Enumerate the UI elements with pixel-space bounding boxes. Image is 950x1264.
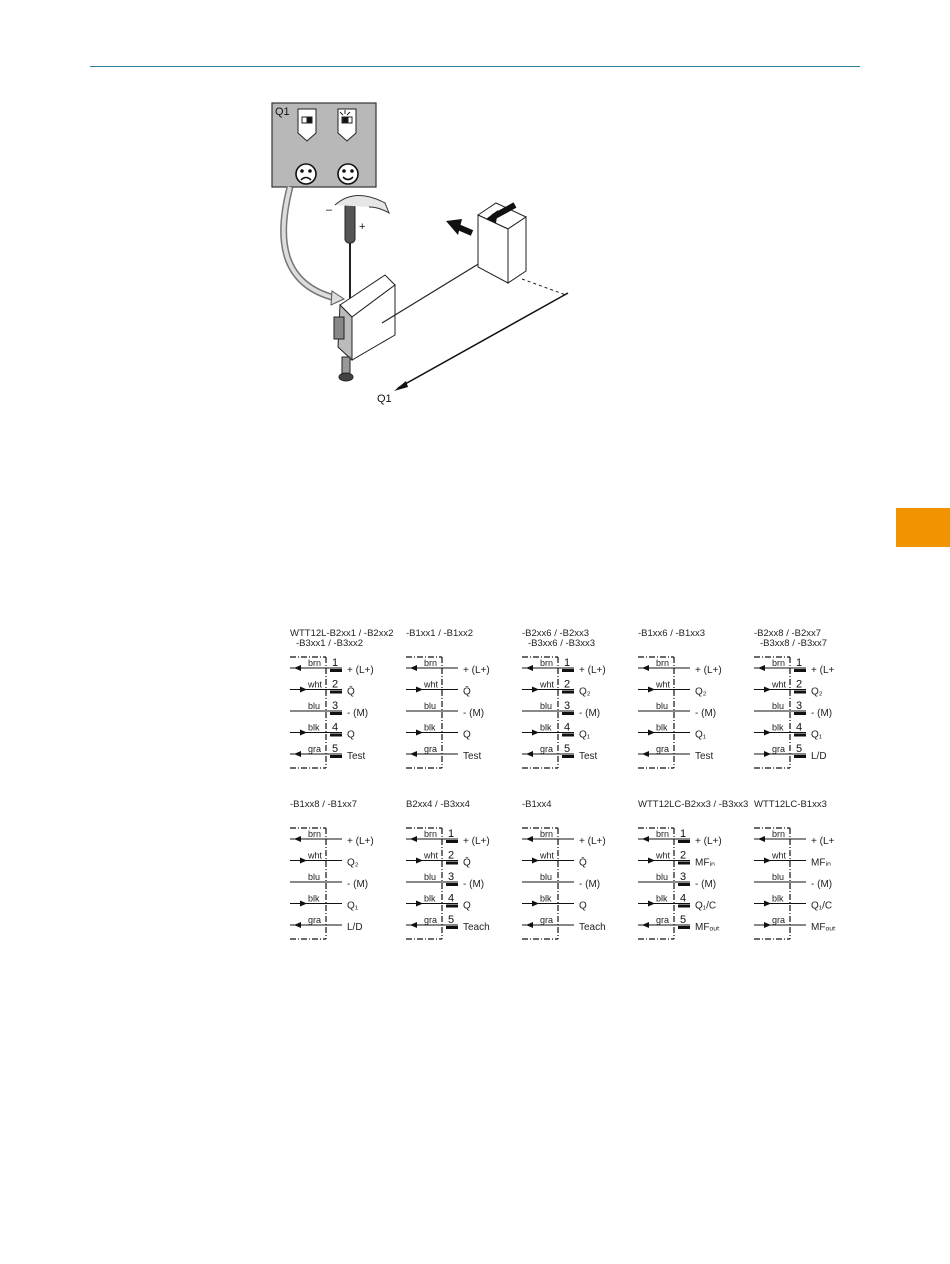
signal-label: Q₁	[347, 900, 359, 912]
pin-number: 4	[796, 721, 803, 734]
arrow-right-icon	[648, 858, 655, 864]
pin-number: 3	[332, 700, 339, 712]
wire-color-label: blk	[772, 722, 784, 733]
wire-color-label: wht	[656, 850, 671, 861]
wire-color-label: wht	[540, 679, 555, 690]
signal-label: Q	[463, 900, 471, 912]
pin-number: 1	[332, 657, 339, 669]
signal-label: + (L+	[811, 836, 835, 847]
wire-color-label: wht	[424, 850, 439, 861]
wire-color-label: brn	[424, 658, 438, 668]
signal-label: - (M)	[347, 879, 369, 890]
minus-sign: –	[326, 204, 333, 216]
wire-color-label: blk	[772, 893, 784, 904]
signal-label: MFᵢₙ	[695, 857, 715, 869]
arrow-left-icon	[526, 836, 533, 842]
arrow-right-icon	[648, 687, 655, 693]
wire-color-label: blu	[424, 701, 437, 711]
arrow-right-icon	[532, 730, 539, 736]
wire-color-label: wht	[656, 679, 671, 690]
diagram-header: WTT12LC-B2xx3 / -B3xx3	[638, 799, 749, 810]
plus-sign: +	[359, 221, 366, 233]
signal-label: - (M)	[463, 879, 485, 890]
wiring-diagram	[522, 628, 606, 768]
wire-color-label: blk	[308, 893, 320, 904]
wire-color-label: blu	[772, 701, 785, 711]
signal-label: Q̄	[463, 857, 471, 869]
signal-label: + (L+)	[463, 836, 490, 847]
arrow-right-icon	[764, 751, 771, 757]
signal-label: Q₂	[695, 686, 707, 698]
pin-number: 3	[680, 871, 687, 883]
pin-mark	[794, 669, 806, 672]
arrow-left-icon	[294, 836, 301, 842]
wire-color-label: blu	[772, 872, 785, 882]
wire-color-label: blu	[308, 701, 321, 711]
arrow-right-icon	[416, 687, 423, 693]
wire-color-label: blk	[540, 722, 552, 733]
pin-number: 1	[796, 657, 803, 669]
wire-color-label: brn	[656, 829, 670, 839]
pin-number: 4	[680, 892, 687, 905]
pin-number: 5	[332, 743, 339, 755]
arrow-right-icon	[764, 922, 771, 928]
pin-mark	[330, 734, 342, 737]
signal-label: Q₂	[579, 686, 591, 698]
pin-mark	[562, 712, 574, 715]
pin-mark	[678, 840, 690, 843]
wire-color-label: blu	[308, 872, 321, 882]
wire-color-label: brn	[308, 658, 322, 668]
signal-label: + (L+	[811, 665, 835, 676]
diagram-header: -B2xx6 / -B2xx3	[522, 628, 590, 639]
signal-label: Q₁	[695, 729, 707, 741]
arrow-right-icon	[300, 730, 307, 736]
signal-label: Teach	[579, 922, 606, 933]
wire-color-label: brn	[772, 829, 786, 839]
signal-label: - (M)	[463, 708, 485, 719]
pin-number: 5	[448, 914, 455, 926]
diagram-header: -B1xx4	[522, 799, 552, 810]
arrow-right-icon	[532, 901, 539, 907]
pin-mark	[330, 669, 342, 672]
arrow-left-icon	[642, 751, 649, 757]
arrow-right-icon	[764, 858, 771, 864]
arrow-right-icon	[416, 730, 423, 736]
diagram-header: -B1xx6 / -B1xx3	[638, 628, 706, 639]
wiring-diagram	[754, 799, 836, 939]
wire-color-label: gra	[424, 915, 438, 925]
signal-label: Q₁	[811, 729, 823, 741]
arrow-left-icon	[642, 922, 649, 928]
wiring-diagram	[522, 799, 606, 939]
wire-color-label: brn	[656, 658, 670, 668]
signal-label: - (M)	[347, 708, 369, 719]
arrow-right-icon	[648, 901, 655, 907]
signal-label: + (L+)	[579, 836, 606, 847]
pin-number: 5	[564, 743, 571, 755]
wire-color-label: gra	[424, 744, 438, 754]
wire-color-label: gra	[772, 744, 786, 754]
wire-color-label: wht	[540, 850, 555, 861]
diagram-header: B2xx4 / -B3xx4	[406, 799, 470, 810]
arrow-left-icon	[758, 836, 765, 842]
wiring-diagram	[406, 799, 490, 939]
pin-number: 5	[796, 743, 803, 755]
pin-number: 3	[448, 871, 455, 883]
wire-color-label: blk	[656, 722, 668, 733]
signal-label: Test	[695, 751, 714, 762]
arrow-left-icon	[526, 751, 533, 757]
signal-label: Q	[463, 729, 471, 741]
arrow-right-icon	[416, 858, 423, 864]
diagram-header-2: -B3xx6 / -B3xx3	[528, 638, 596, 649]
signal-label: MFᵢₙ	[811, 857, 831, 869]
pin-mark	[562, 755, 574, 758]
pin-mark	[446, 905, 458, 908]
wire-color-label: gra	[656, 915, 670, 925]
diagram-header: -B2xx8 / -B2xx7	[754, 628, 822, 639]
pin-mark	[446, 926, 458, 929]
pin-mark	[330, 691, 342, 694]
pin-number: 2	[564, 678, 571, 691]
arrow-left-icon	[410, 665, 417, 671]
signal-label: Teach	[463, 922, 490, 933]
wiring-diagram	[406, 628, 490, 768]
wire-color-label: wht	[424, 679, 439, 690]
pin-mark	[562, 734, 574, 737]
pin-number: 1	[680, 828, 687, 840]
diagram-header: WTT12LC-B1xx3	[754, 799, 827, 810]
wire-color-label: blu	[424, 872, 437, 882]
wiring-diagram	[290, 799, 374, 939]
diagram-header: WTT12L-B2xx1 / -B2xx2	[290, 628, 394, 639]
signal-label: Q₁/C	[695, 900, 717, 912]
signal-label: MFₒᵤₜ	[695, 922, 720, 933]
pin-number: 4	[564, 721, 571, 734]
signal-label: - (M)	[695, 879, 717, 890]
signal-label: Test	[579, 751, 598, 762]
arrow-right-icon	[764, 901, 771, 907]
diagram-header: -B1xx8 / -B1xx7	[290, 799, 358, 810]
arrow-left-icon	[410, 836, 417, 842]
panel-label: Q1	[275, 106, 290, 118]
arrow-left-icon	[410, 751, 417, 757]
diagram-header: -B1xx1 / -B1xx2	[406, 628, 474, 639]
wire-color-label: blk	[424, 893, 436, 904]
wire-color-label: wht	[308, 850, 323, 861]
pin-mark	[794, 755, 806, 758]
signal-label: - (M)	[579, 708, 601, 719]
wire-color-label: wht	[772, 679, 787, 690]
signal-label: Q	[579, 900, 587, 912]
wire-color-label: blk	[656, 893, 668, 904]
wire-color-label: wht	[308, 679, 323, 690]
signal-label: Q	[347, 729, 355, 741]
wiring-diagram	[638, 799, 748, 939]
pin-number: 4	[448, 892, 455, 905]
wire-color-label: wht	[772, 850, 787, 861]
wiring-diagram	[754, 628, 835, 768]
signal-label: - (M)	[811, 879, 833, 890]
arrow-right-icon	[532, 687, 539, 693]
signal-label: + (L+)	[579, 665, 606, 676]
arrow-right-icon	[300, 858, 307, 864]
pin-mark	[330, 755, 342, 758]
signal-label: L/D	[811, 751, 827, 762]
wire-color-label: blk	[424, 722, 436, 733]
signal-label: Q₁	[579, 729, 591, 741]
signal-label: + (L+)	[347, 836, 374, 847]
wire-color-label: gra	[540, 744, 554, 754]
arrow-right-icon	[416, 901, 423, 907]
pin-number: 2	[448, 849, 455, 862]
wire-color-label: blu	[540, 701, 553, 711]
arrow-left-icon	[294, 665, 301, 671]
wire-color-label: gra	[772, 915, 786, 925]
signal-label: Q₂	[811, 686, 823, 698]
signal-label: - (M)	[579, 879, 601, 890]
pin-number: 3	[796, 700, 803, 712]
signal-label: - (M)	[811, 708, 833, 719]
diagram-header-2: -B3xx8 / -B3xx7	[760, 638, 828, 649]
pin-number: 2	[796, 678, 803, 691]
wire-color-label: blu	[656, 701, 669, 711]
signal-label: L/D	[347, 922, 363, 933]
wire-color-label: brn	[540, 658, 554, 668]
arrow-left-icon	[410, 922, 417, 928]
signal-label: Q̄	[463, 686, 471, 698]
arrow-left-icon	[526, 665, 533, 671]
pin-mark	[678, 905, 690, 908]
wire-color-label: gra	[540, 915, 554, 925]
pin-mark	[562, 669, 574, 672]
signal-label: + (L+)	[695, 665, 722, 676]
signal-label: MFₒᵤₜ	[811, 922, 836, 933]
wire-color-label: blk	[540, 893, 552, 904]
pin-mark	[446, 883, 458, 886]
pin-number: 3	[564, 700, 571, 712]
pin-mark	[446, 840, 458, 843]
signal-label: - (M)	[695, 708, 717, 719]
pin-mark	[794, 734, 806, 737]
arrow-left-icon	[294, 751, 301, 757]
arrow-left-icon	[758, 665, 765, 671]
pin-mark	[794, 691, 806, 694]
pin-mark	[330, 712, 342, 715]
signal-label: + (L+)	[695, 836, 722, 847]
wiring-diagram	[290, 628, 393, 768]
wire-color-label: gra	[308, 915, 322, 925]
wire-color-label: gra	[656, 744, 670, 754]
wiring-diagram	[638, 628, 722, 768]
pin-mark	[794, 712, 806, 715]
pin-mark	[678, 926, 690, 929]
signal-label: + (L+)	[347, 665, 374, 676]
pin-mark	[562, 691, 574, 694]
signal-label: Q₂	[347, 857, 359, 869]
wire-color-label: brn	[772, 658, 786, 668]
pin-mark	[678, 883, 690, 886]
signal-label: Test	[463, 751, 482, 762]
arrow-right-icon	[764, 730, 771, 736]
pin-number: 4	[332, 721, 339, 734]
pin-number: 1	[448, 828, 455, 840]
wire-color-label: blu	[656, 872, 669, 882]
wire-color-label: gra	[308, 744, 322, 754]
signal-label: Q̄	[579, 857, 587, 869]
wire-color-label: brn	[540, 829, 554, 839]
arrow-left-icon	[642, 836, 649, 842]
signal-label: + (L+)	[463, 665, 490, 676]
arrow-left-icon	[526, 922, 533, 928]
arrow-right-icon	[300, 687, 307, 693]
pin-mark	[446, 862, 458, 865]
wire-color-label: brn	[424, 829, 438, 839]
signal-label: Test	[347, 751, 366, 762]
pin-number: 1	[564, 657, 571, 669]
signal-label: Q̄	[347, 686, 355, 698]
arrow-right-icon	[300, 901, 307, 907]
wire-color-label: brn	[308, 829, 322, 839]
diagram-header-2: -B3xx1 / -B3xx2	[296, 638, 364, 649]
pin-number: 2	[332, 678, 339, 691]
signal-label: Q₁/C	[811, 900, 833, 912]
pin-number: 5	[680, 914, 687, 926]
pin-number: 2	[680, 849, 687, 862]
wire-color-label: blk	[308, 722, 320, 733]
arrow-left-icon	[642, 665, 649, 671]
arrow-right-icon	[532, 858, 539, 864]
wire-color-label: blu	[540, 872, 553, 882]
distance-label: Q1	[377, 393, 392, 405]
arrow-right-icon	[764, 687, 771, 693]
arrow-right-icon	[648, 730, 655, 736]
arrow-left-icon	[294, 922, 301, 928]
pin-mark	[678, 862, 690, 865]
